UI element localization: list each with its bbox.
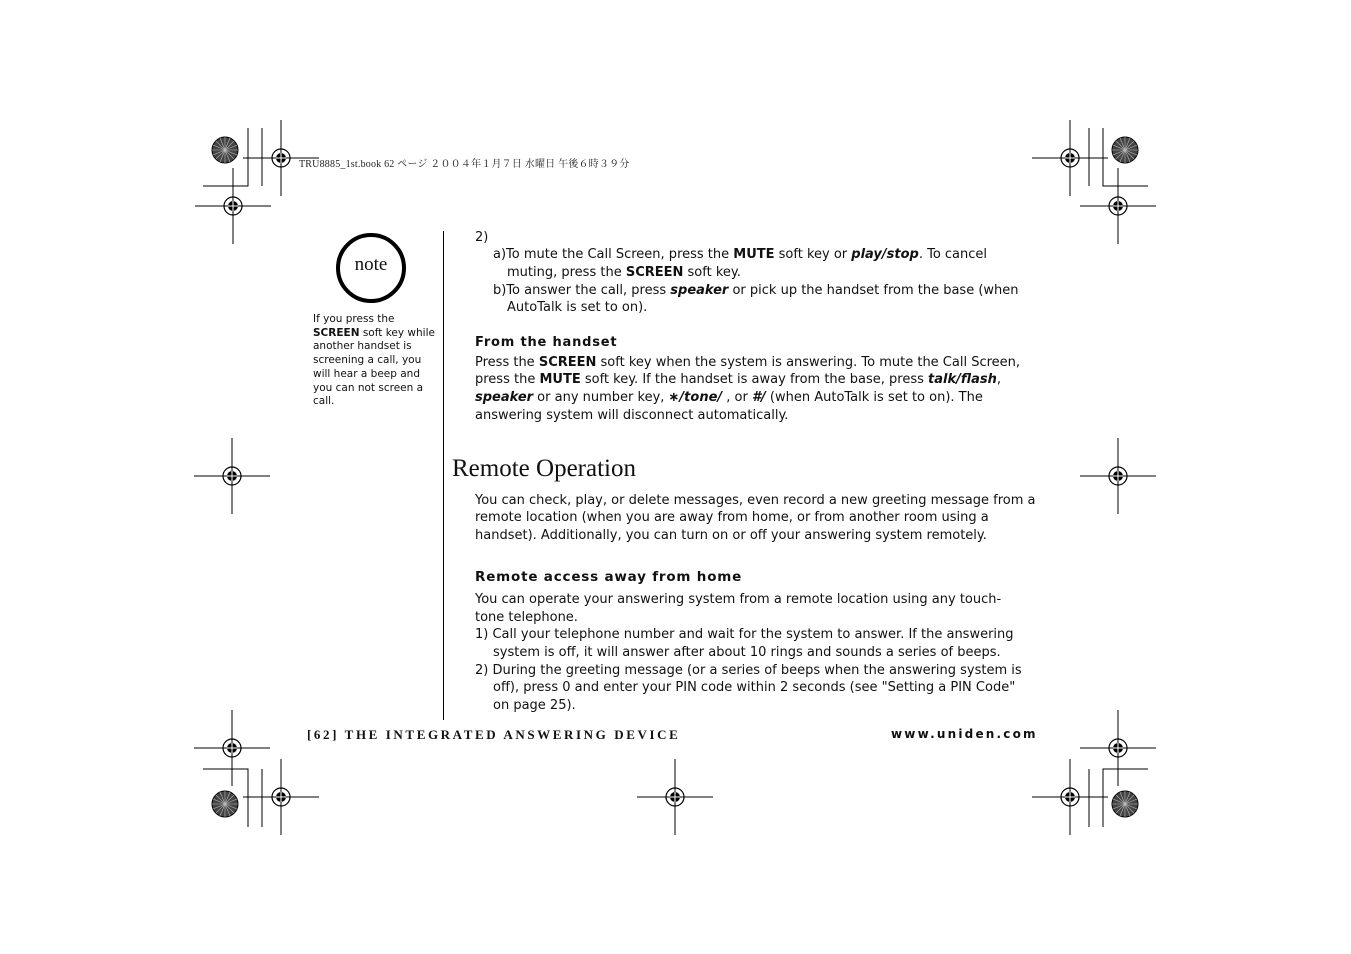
column-divider	[443, 231, 444, 720]
remote-para-line3: handset). Additionally, you can turn on or off your answering system remotely.	[475, 528, 987, 543]
from-handset-line3: speaker or any number key, ∗/tone/ , or #/ (when AutoTalk is set to on). The	[475, 390, 983, 405]
remote-access-intro-line1: You can operate your answering system from a remote location using any touch-	[475, 592, 1002, 607]
from-handset-line4: answering system will disconnect automatically.	[475, 408, 789, 423]
step-b-line1: b)To answer the call, press speaker or pick up the handset from the base (when	[493, 283, 1019, 298]
remote-step2-line2: off), press 0 and enter your PIN code within 2 seconds (see "Setting a PIN Code"	[493, 680, 1016, 695]
remote-step1-line2: system is off, it will answer after about 10 rings and sounds a series of beeps.	[493, 645, 1001, 660]
book-header-line: TRU8885_1st.book 62 ページ ２００４年１月７日 水曜日 午後６時３９分	[299, 159, 630, 170]
footer-website: www.uniden.com	[891, 727, 1038, 741]
step-a-line2: muting, press the SCREEN soft key.	[507, 265, 741, 280]
footer-page-label: [62] THE INTEGRATED ANSWERING DEVICE	[307, 727, 681, 742]
from-handset-line2: press the MUTE soft key. If the handset is away from the base, press talk/flash,	[475, 372, 1002, 387]
remote-step2-line3: on page 25).	[493, 698, 576, 713]
from-handset-heading: From the handset	[475, 335, 618, 350]
remote-step1-line1: 1) Call your telephone number and wait for the system to answer. If the answering	[475, 627, 1014, 642]
remote-para-line1: You can check, play, or delete messages, even record a new greeting message from a	[475, 493, 1036, 508]
remote-step2-line1: 2) During the greeting message (or a series of beeps when the answering system is	[475, 663, 1022, 678]
step-a-line1: a)To mute the Call Screen, press the MUTE soft key or play/stop. To cancel	[493, 247, 988, 262]
step-number: 2)	[475, 230, 489, 245]
remote-access-intro-line2: tone telephone.	[475, 610, 578, 625]
sidebar-note-text: If you press the SCREEN soft key while another handset is screening a call, you will hear a beep and you can not screen a call.	[313, 313, 435, 408]
from-handset-line1: Press the SCREEN soft key when the system is answering. To mute the Call Screen,	[475, 355, 1021, 370]
remote-para-line2: remote location (when you are away from home, or from another room using a	[475, 510, 989, 525]
note-label: note	[354, 254, 388, 275]
step-b-line2: AutoTalk is set to on).	[507, 300, 648, 315]
remote-access-heading: Remote access away from home	[475, 569, 743, 585]
section-title: Remote Operation	[452, 455, 636, 482]
